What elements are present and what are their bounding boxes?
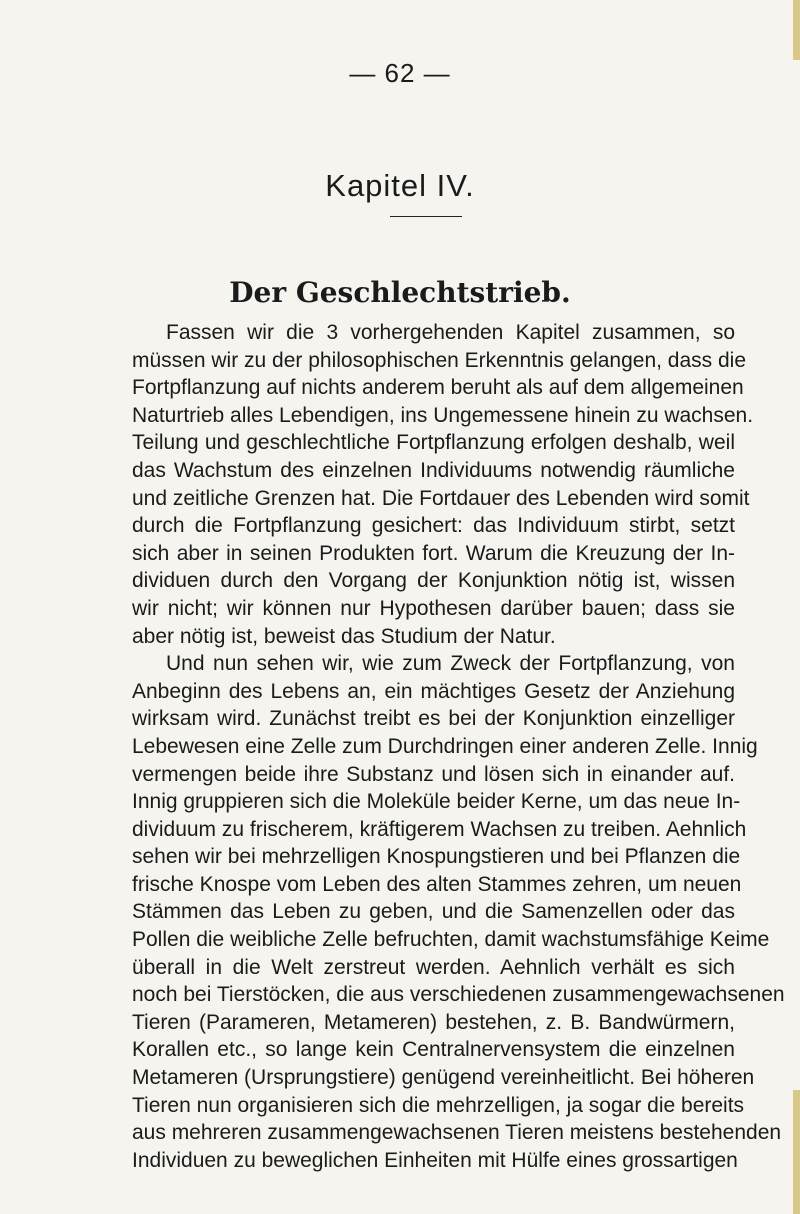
- text-line: Stämmen das Leben zu geben, und die Samenzellen oder das: [132, 900, 735, 924]
- page-edge-bottom: [793, 1090, 800, 1214]
- text-line: Tieren (Parameren, Metameren) bestehen, z. B. Bandwürmern,: [132, 1010, 735, 1034]
- text-line: Pollen die weibliche Zelle befruchten, damit wachstumsfähige Keime: [132, 928, 770, 952]
- text-line: durch die Fortpflanzung gesichert: das Individuum stirbt, setzt: [132, 514, 735, 538]
- page-edge-top: [793, 0, 800, 60]
- body-text: [132, 319, 785, 1174]
- text-line: noch bei Tierstöcken, die aus verschiedenen zusammengewachsenen: [132, 983, 785, 1007]
- text-line: wir nicht; wir können nur Hypothesen darüber bauen; dass sie: [132, 596, 735, 620]
- chapter-title: Kapitel IV.: [325, 168, 475, 203]
- text-line: aus mehreren zusammengewachsenen Tieren meistens bestehenden: [132, 1121, 782, 1145]
- text-line: Naturtrieb alles Lebendigen, ins Ungemessene hinein zu wachsen.: [132, 403, 754, 427]
- text-line: Tieren nun organisieren sich die mehrzelligen, ja sogar die bereits: [132, 1093, 745, 1117]
- text-line: das Wachstum des einzelnen Individuums notwendig räumliche: [132, 458, 735, 482]
- text-line: dividuen durch den Vorgang der Konjunktion nötig ist, wissen: [132, 569, 735, 593]
- text-line: Korallen etc., so lange kein Centralnervensystem die einzelnen: [132, 1038, 735, 1062]
- text-line: dividuum zu frischerem, kräftigerem Wachsen zu treiben. Aehnlich: [132, 817, 747, 841]
- text-line: Anbeginn des Lebens an, ein mächtiges Gesetz der Anziehung: [132, 679, 735, 703]
- section-title: Der Geschlechtstrieb.: [229, 276, 571, 309]
- text-line: vermengen beide ihre Substanz und lösen sich in einander auf.: [132, 762, 735, 786]
- text-line: Fassen wir die 3 vorhergehenden Kapitel zusammen, so: [166, 321, 735, 344]
- text-line: aber nötig ist, beweist das Studium der Natur.: [132, 624, 556, 648]
- page-number: — 62 —: [349, 58, 451, 88]
- text-line: überall in die Welt zerstreut werden. Aehnlich verhält es sich: [132, 955, 735, 979]
- text-line: Lebewesen eine Zelle zum Durchdringen einer anderen Zelle. Innig: [132, 734, 758, 758]
- text-line: müssen wir zu der philosophischen Erkenntnis gelangen, dass die: [132, 348, 747, 372]
- title-divider: [390, 216, 462, 217]
- text-line: frische Knospe vom Leben des alten Stammes zehren, um neuen: [132, 872, 742, 896]
- text-line: sehen wir bei mehrzelligen Knospungstieren und bei Pflanzen die: [132, 845, 741, 869]
- text-line: und zeitliche Grenzen hat. Die Fortdauer des Lebenden wird somit: [132, 486, 750, 510]
- text-line: Fortpflanzung auf nichts anderem beruht als auf dem allgemeinen: [132, 376, 744, 400]
- text-line: sich aber in seinen Produkten fort. Warum die Kreuzung der In-: [132, 541, 735, 565]
- text-line: Individuen zu beweglichen Einheiten mit Hülfe eines grossartigen: [132, 1148, 738, 1172]
- text-line: Innig gruppieren sich die Moleküle beider Kerne, um das neue In-: [132, 790, 741, 814]
- text-line: Teilung und geschlechtliche Fortpflanzung erfolgen deshalb, weil: [132, 431, 735, 455]
- text-line: Metameren (Ursprungstiere) genügend vereinheitlicht. Bei höheren: [132, 1066, 755, 1090]
- text-line: wirksam wird. Zunächst treibt es bei der Konjunktion einzelliger: [132, 707, 735, 731]
- text-line: Und nun sehen wir, wie zum Zweck der Fortpflanzung, von: [166, 652, 735, 676]
